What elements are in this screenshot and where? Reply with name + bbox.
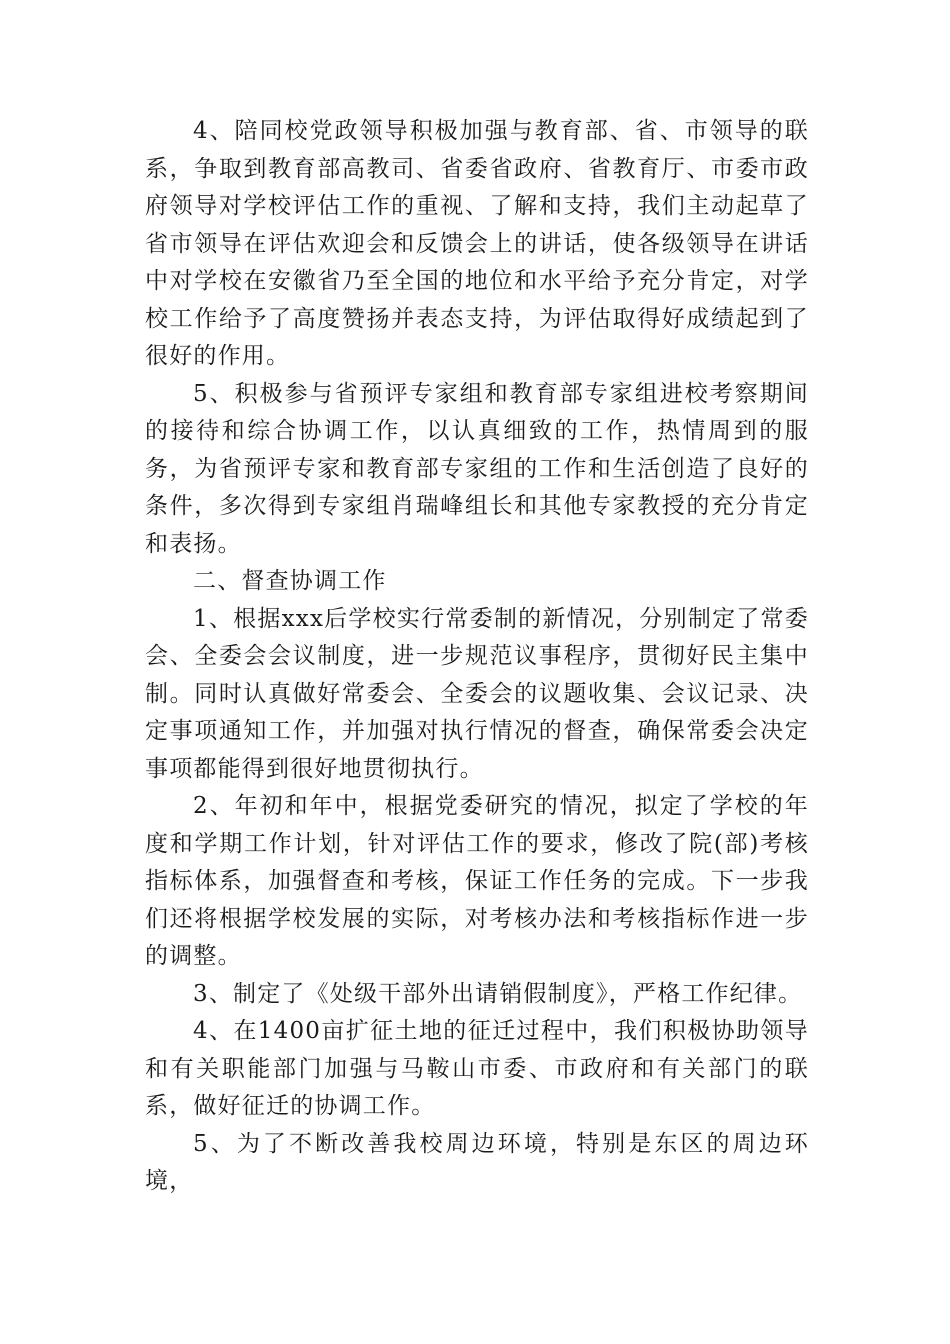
paragraph-campus-environment: 5、为了不断改善我校周边环境，特别是东区的周边环境， bbox=[145, 1130, 809, 1194]
paragraph-expert-reception: 5、积极参与省预评专家组和教育部专家组进校考察期间的接待和综合协调工作，以认真细致的工作，热情周到的服务，为省预评专家和教育部专家组的工作和生活创造了良好的条件，多次得到专家组肖瑞峰组长和其他专家教授的充分肯定和表扬。 bbox=[145, 380, 809, 557]
paragraph-work-plan: 2、年初和年中，根据党委研究的情况，拟定了学校的年度和学期工作计划，针对评估工作的要求，修改了院(部)考核指标体系，加强督查和考核，保证工作任务的完成。下一步我们还将根据学校发展的实际，对考核办法和考核指标作进一步的调整。 bbox=[145, 793, 809, 969]
paragraph-leadership-liaison: 4、陪同校党政领导积极加强与教育部、省、市领导的联系，争取到教育部高教司、省委省政府、省教育厅、市委市政府领导对学校评估工作的重视、了解和支持，我们主动起草了省市领导在评估欢迎会和反馈会上的讲话，使各级领导在讲话中对学校在安徽省乃至全国的地位和水平给予充分肯定，对学校工作给予了高度赞扬并表态支持，为评估取得好成绩起到了很好的作用。 bbox=[145, 118, 809, 369]
paragraph-land-acquisition: 4、在1400亩扩征土地的征迁过程中，我们积极协助领导和有关职能部门加强与马鞍山市委、市政府和有关部门的联系，做好征迁的协调工作。 bbox=[145, 1018, 809, 1119]
paragraph-committee-system: 1、根据xxx后学校实行常委制的新情况，分别制定了常委会、全委会会议制度，进一步规范议事程序，贯彻好民主集中制。同时认真做好常委会、全委会的议题收集、会议记录、决定事项通知工作，并加强对执行情况的督查，确保常委会决定事项都能得到很好地贯彻执行。 bbox=[145, 605, 809, 782]
paragraph-leave-policy: 3、制定了《处级干部外出请销假制度》，严格工作纪律。 bbox=[193, 980, 803, 1007]
section-heading-supervision: 二、督查协调工作 bbox=[193, 568, 387, 594]
document-body bbox=[145, 113, 809, 1201]
